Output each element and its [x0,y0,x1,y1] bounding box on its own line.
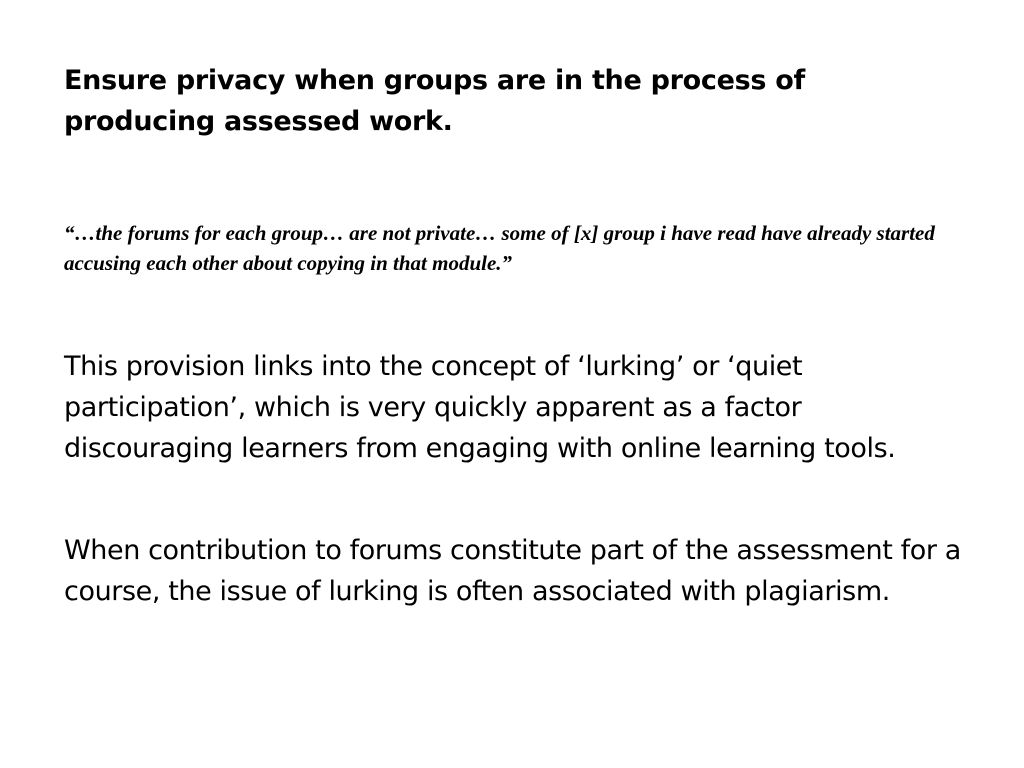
slide-heading: Ensure privacy when groups are in the process of producing assessed work. [64,65,805,137]
student-quote: “…the forums for each group… are not private… some of [x] group i have read have already started accusing each other about copying in that module.” [64,221,935,275]
body-paragraph-plagiarism: When contribution to forums constitute part of the assessment for a course, the issue of lurking is often associated with plagiarism. [64,535,961,607]
body-paragraph-lurking: This provision links into the concept of ‘lurking’ or ‘quiet participation’, which is very quickly apparent as a factor discouraging learners from engaging with online learning tools. [64,351,896,464]
